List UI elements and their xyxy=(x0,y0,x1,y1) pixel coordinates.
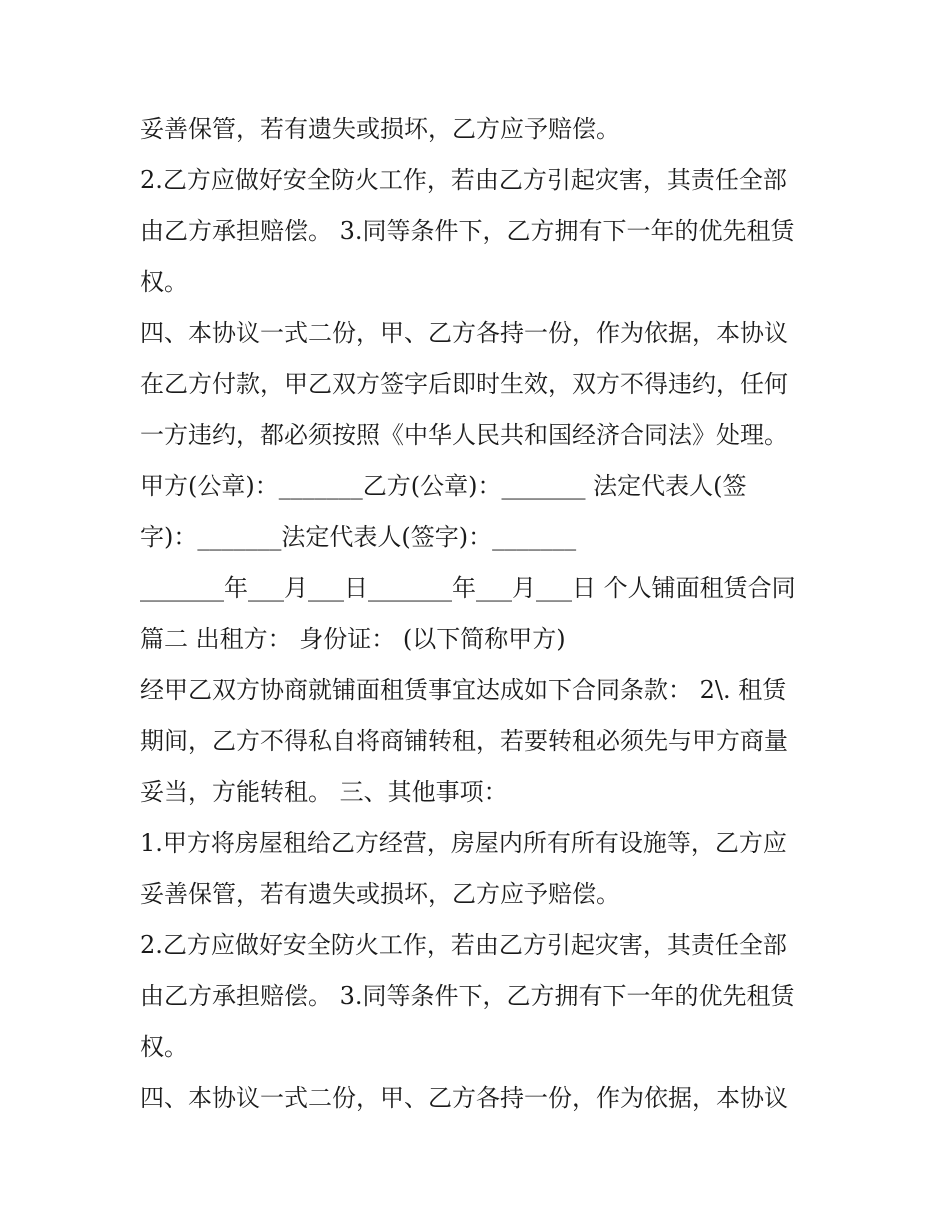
section-heading-line: 篇二 出租方： 身份证： (以下简称甲方) xyxy=(140,625,566,653)
text-line: 四、本协议一式二份，甲、乙方各持一份，作为依据，本协议 xyxy=(140,319,788,347)
text-line: 由乙方承担赔偿。 3.同等条件下，乙方拥有下一年的优先租赁 xyxy=(140,982,795,1010)
text-line: 2.乙方应做好安全防火工作，若由乙方引起灾害，其责任全部 xyxy=(140,166,787,194)
text-line: 一方违约，都必须按照《中华人民共和国经济合同法》处理。 xyxy=(140,421,788,449)
signature-line: 甲方(公章)：_______乙方(公章)：_______ 法定代表人(签 xyxy=(140,472,747,500)
signature-line: 字)：_______法定代表人(签字)：_______ xyxy=(140,523,577,551)
date-line: _______年___月___日_______年___月___日 个人铺面租赁合同 xyxy=(140,574,796,602)
document-body xyxy=(140,104,820,1124)
text-line: 1.甲方将房屋租给乙方经营，房屋内所有所有设施等，乙方应 xyxy=(140,829,787,857)
text-line: 由乙方承担赔偿。 3.同等条件下，乙方拥有下一年的优先租赁 xyxy=(140,217,795,245)
text-line: 2.乙方应做好安全防火工作，若由乙方引起灾害，其责任全部 xyxy=(140,931,787,959)
text-line: 四、本协议一式二份，甲、乙方各持一份，作为依据，本协议 xyxy=(140,1084,788,1112)
text-line: 权。 xyxy=(140,268,188,296)
text-line: 经甲乙双方协商就铺面租赁事宜达成如下合同条款： 2\. 租赁 xyxy=(140,676,787,704)
text-line: 期间，乙方不得私自将商铺转租，若要转租必须先与甲方商量 xyxy=(140,727,788,755)
text-line: 妥善保管，若有遗失或损坏，乙方应予赔偿。 xyxy=(140,880,620,908)
text-line: 权。 xyxy=(140,1033,188,1061)
text-line: 妥善保管，若有遗失或损坏，乙方应予赔偿。 xyxy=(140,115,620,143)
text-line: 在乙方付款，甲乙双方签字后即时生效，双方不得违约，任何 xyxy=(140,370,788,398)
text-line: 妥当，方能转租。 三、其他事项： xyxy=(140,778,508,806)
